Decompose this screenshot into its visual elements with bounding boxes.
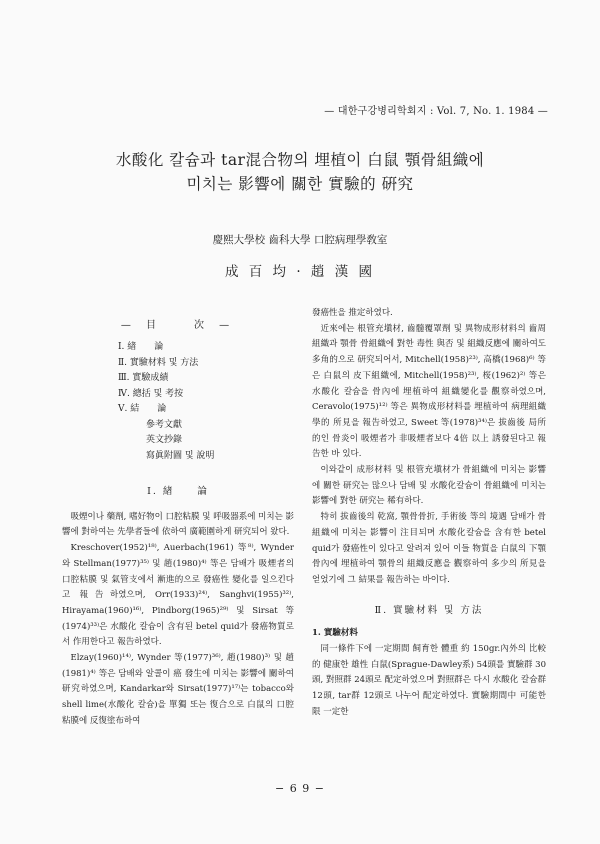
page-number: − 6 9 −: [275, 782, 325, 795]
paragraph: 近來에는 根管充塡材, 齒髓覆罩劑 및 異物成形材料의 齒周組織과 顎骨 骨組織에 對한 毒性 與否 및 組織反應에 關하여도 多角的으로 研究되어서, Mitchell(1958)²³⁾, 高橋(1968)⁶⁾ 等은 白鼠의 皮下組織에, Mitchell(1958)²³⁾, 桜(1962)²⁾ 等은 水酸化 칼슘을 骨內에 埋植하여 組織變化를 觀察하였으며, Ceravolo(1975)¹²⁾ 等은 異物成形材料를 埋植하여 病理組織學的 所見을 報告하였고, Sweet 等(1978)³⁴⁾은 拔齒後 局所的인 骨炎이 吸煙者가 非吸煙者보다 4倍 以上 誘發된다고 報告한 바 있다.: [312, 323, 546, 460]
authors: 成 百 均 · 趙 漢 國: [224, 264, 376, 280]
affiliation: 慶熙大學校 齒科大學 口腔病理學敎室: [212, 234, 388, 246]
toc-item: Ⅳ. 總括 및 考按: [118, 388, 184, 399]
subsection-heading: 1. 實驗材料: [312, 628, 358, 639]
toc-item: Ⅰ. 緖 論: [118, 342, 164, 352]
paragraph: 發癌性을 推定하였다.: [312, 308, 393, 318]
section-heading-materials-methods: Ⅱ. 實驗材料 및 方法: [374, 604, 484, 616]
paragraph: 特히 拔齒後의 乾窩, 顎骨骨折, 手術後 等의 境遇 담배가 骨組織에 미치는 影響이 注目되며 水酸化칼슘을 含有한 betel quid가 發癌性이 있다고 알려져 있어 이들 物質을 白鼠의 下顎骨內에 埋植하여 顎骨의 組織反應을 觀察하여 多少의 所見을 얻었기에 그 結果를 報告하는 바이다.: [312, 512, 546, 585]
table-of-contents: [118, 340, 214, 464]
right-column-body: [312, 306, 546, 721]
paragraph: Kreschover(1952)¹⁸⁾, Auerbach(1961) 等⁸⁾, Wynder와 Stellman(1977)³⁵⁾ 및 趙(1980)⁴⁾ 等은 담배가 吸煙者의 口腔粘膜 및 氣管支에서 漸進的으로 發癌性 變化를 일으킨다고 報告하였으며, Orr(1933)²⁴⁾, Sanghvi(1955)³²⁾, Hirayama(1960)¹⁶⁾, Pindborg(1965)²⁹⁾ 및 Sirsat 等(1974)³³⁾은 水酸化 칼슘이 含有된 betel quid가 發癌物質로서 作用한다고 報告하였다.: [62, 543, 294, 648]
toc-item: Ⅴ. 結 論: [118, 404, 167, 414]
toc-subitem: 寫眞附圖 및 說明: [146, 450, 215, 461]
journal-header: — 대한구강병리학회지 : Vol. 7, No. 1. 1984 —: [324, 106, 548, 117]
toc-subitem: 英文抄錄: [146, 435, 183, 445]
left-column-body: [62, 484, 294, 730]
paragraph: Elzay(1960)¹⁴⁾, Wynder 等(1977)³⁶⁾, 趙(1980)³⁾ 및 趙(1981)⁴⁾ 等은 담배와 알콜이 癌 發生에 미치는 影響에 關하여 研究하였으며, Kandarkar와 Sirsat(1977)¹⁷⁾는 tobacco와 shell lime(水酸化 칼슘)을 單獨 또는 復合으로 白鼠의 口腔粘膜에 反復塗布하여: [62, 653, 294, 726]
toc-item: Ⅲ. 實驗成績: [118, 373, 169, 383]
toc-item: Ⅱ. 實驗材料 및 方法: [118, 357, 199, 368]
title-line-2: 미치는 影響에 關한 實驗的 硏究: [186, 175, 414, 193]
section-heading-introduction: Ⅰ. 緖 論: [147, 486, 209, 497]
toc-subitem: 參考文獻: [146, 419, 183, 430]
toc-title: — 目 次 —: [120, 320, 236, 331]
paragraph: 이와같이 成形材料 및 根管充塡材가 骨組織에 미치는 影響에 關한 研究는 많으나 담배 및 水酸化칼슘이 骨組織에 미치는 影響에 對한 研究는 稀有하다.: [312, 465, 546, 507]
paragraph: 吸煙이나 藥劑, 嗜好物이 口腔粘膜 및 呼吸器系에 미치는 影響에 對하여는 先學者들에 依하여 廣範圍하게 研究되어 왔다.: [62, 511, 294, 538]
title-line-1: 水酸化 칼슘과 tar混合物의 埋植이 白鼠 顎骨組織에: [115, 151, 485, 169]
paragraph: 同一條件下에 一定期間 飼育한 體重 約 150gr.內外의 比較的 健康한 雄性 白鼠(Sprague-Dawley系) 54頭를 實驗群 30頭, 對照群 24頭로 配定하였으며 對照群은 다시 水酸化 칼슘群 12頭, tar群 12頭로 나누어 配定하였다. 實驗期間中 可能한 限 一定한: [312, 644, 546, 717]
